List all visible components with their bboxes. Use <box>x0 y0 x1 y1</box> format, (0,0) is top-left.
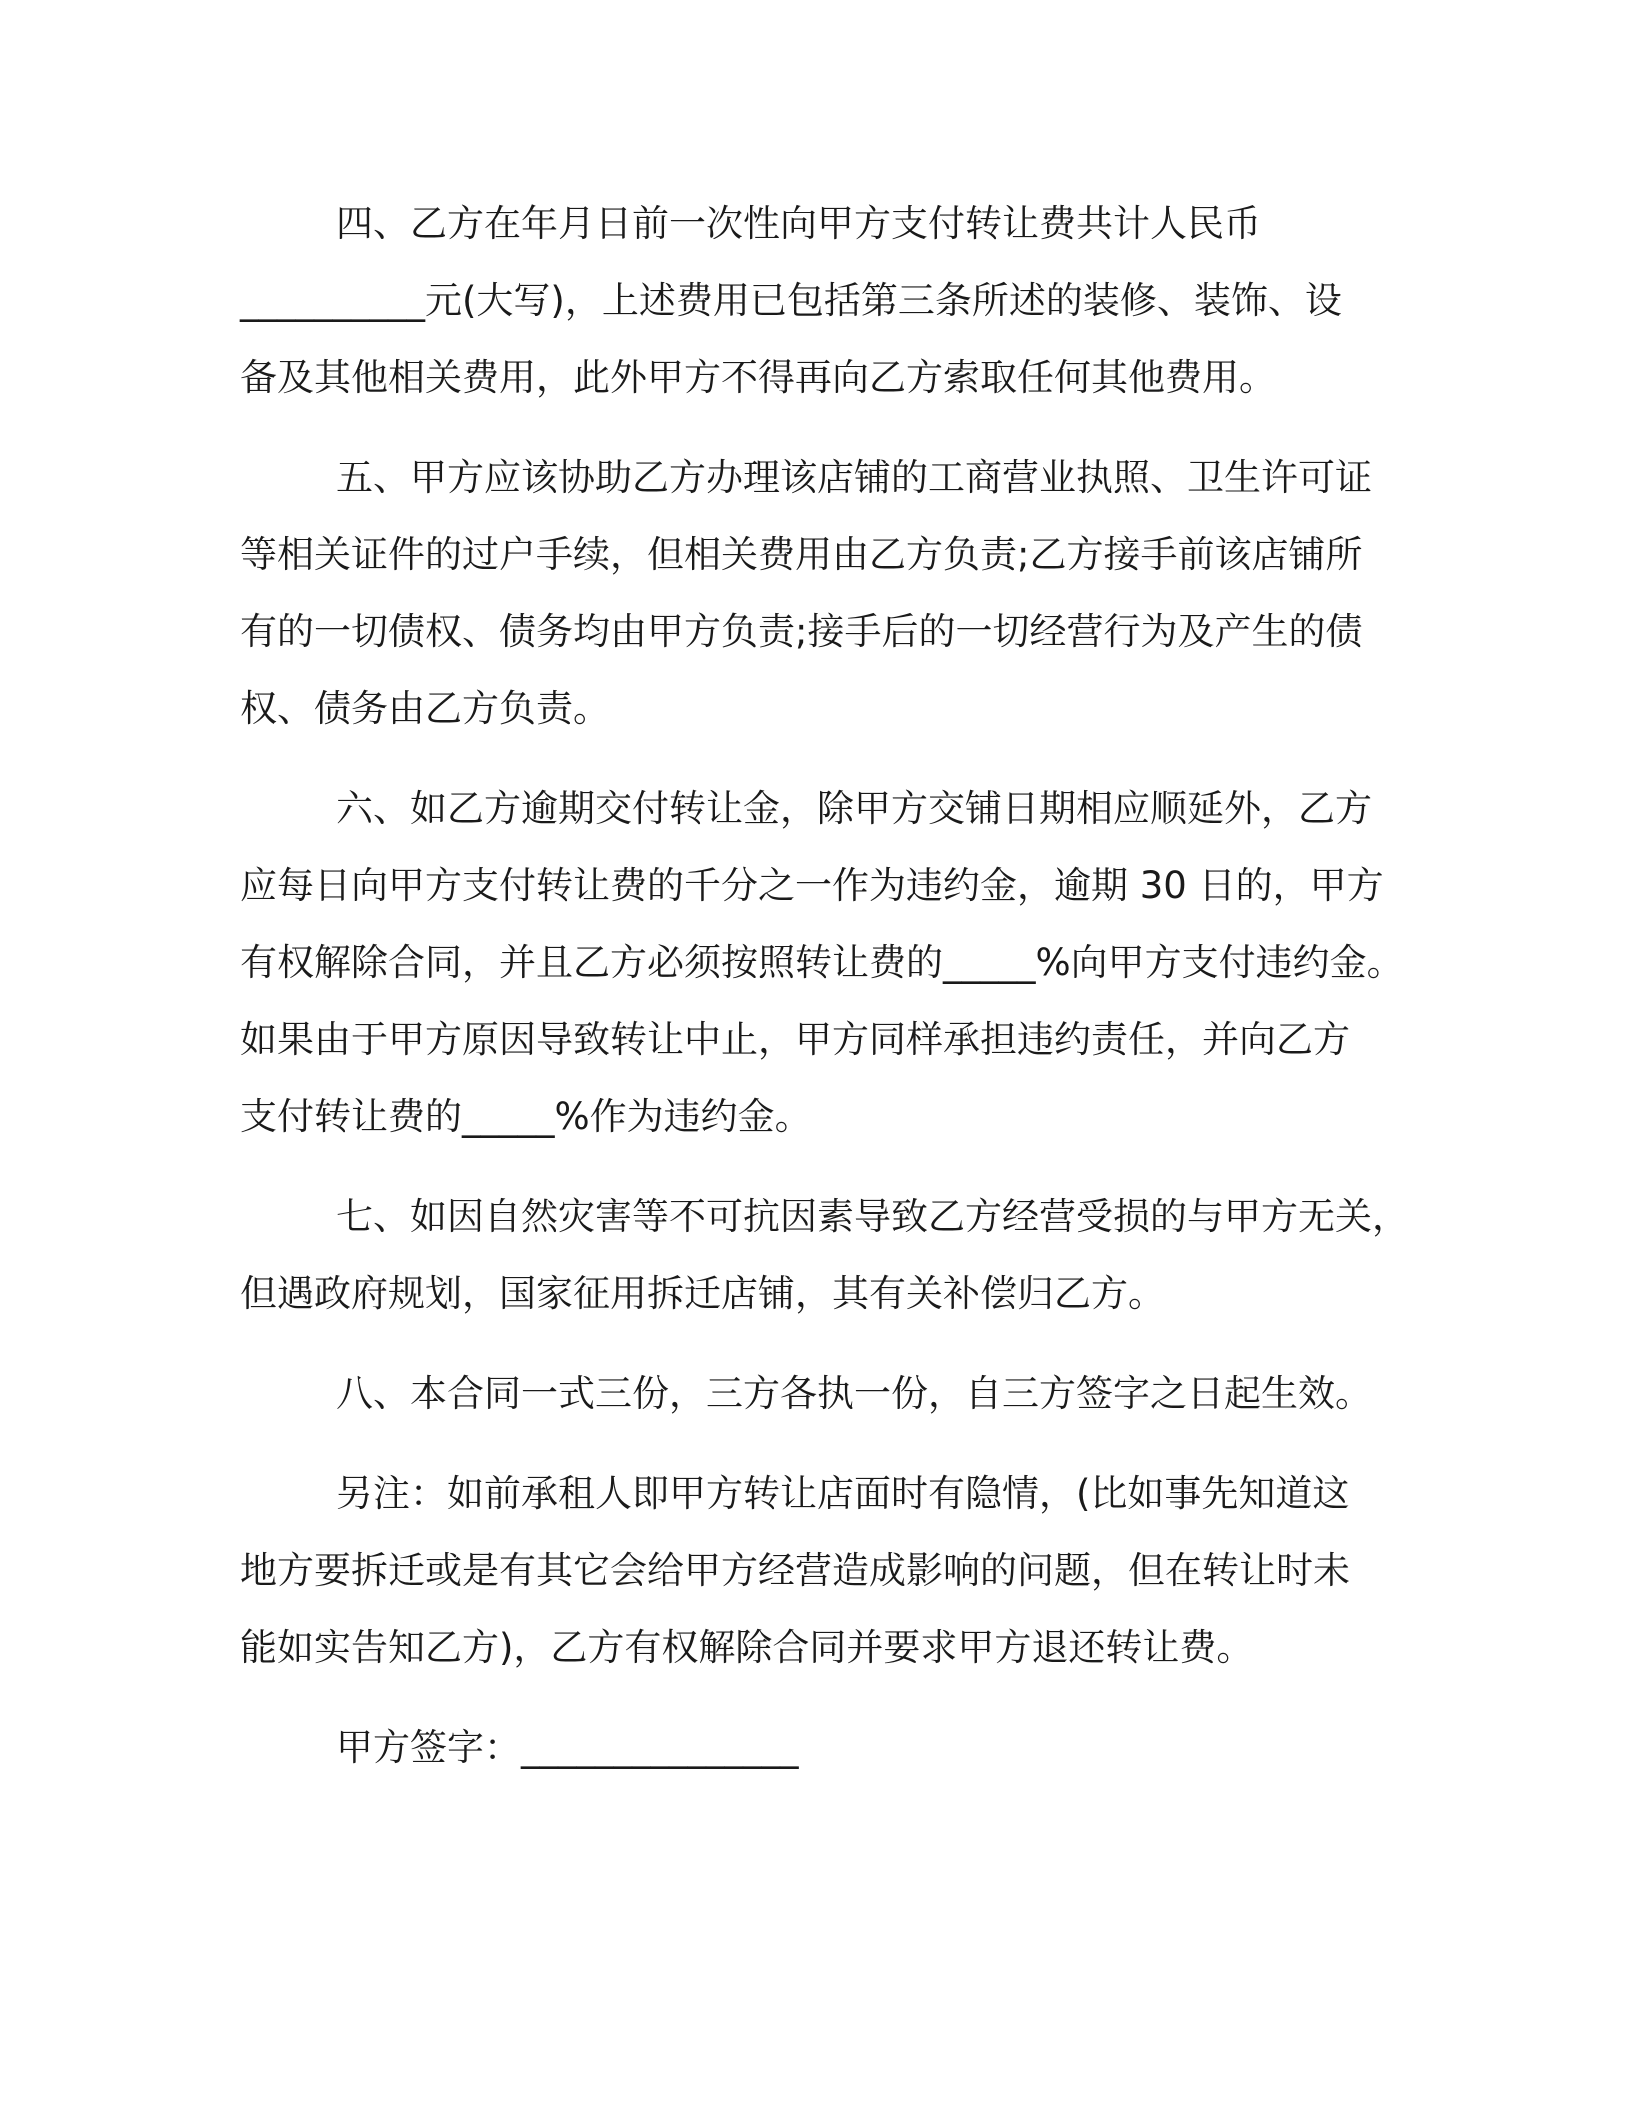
party-a-signature <box>240 1709 1420 1786</box>
clause-8-paragraph <box>240 1355 1420 1432</box>
clause-4-line-3: 备及其他相关费用，此外甲方不得再向乙方索取任何其他费用。 <box>240 356 1276 399</box>
clause-4-paragraph <box>240 185 1420 416</box>
clause-7-line-2: 但遇政府规划，国家征用拆迁店铺，其有关补偿归乙方。 <box>240 1272 1165 1315</box>
clause-4-line-1: 四、乙方在年月日前一次性向甲方支付转让费共计人民币 <box>336 202 1261 245</box>
note-line-2: 地方要拆迁或是有其它会给甲方经营造成影响的问题，但在转让时未 <box>240 1549 1350 1592</box>
note-paragraph <box>240 1455 1420 1686</box>
signature-label: 甲方签字： <box>336 1726 521 1769</box>
signature-blank: _______________ <box>521 1726 799 1769</box>
clause-6-paragraph <box>240 770 1420 1155</box>
clause-6-line-3: 有权解除合同，并且乙方必须按照转让费的_____%向甲方支付违约金。 <box>240 941 1404 984</box>
clause-5-line-3: 有的一切债权、债务均由甲方负责;接手后的一切经营行为及产生的债 <box>240 610 1363 653</box>
note-line-1: 另注：如前承租人即甲方转让店面时有隐情，(比如事先知道这 <box>336 1472 1350 1515</box>
document-body <box>240 185 1420 1809</box>
clause-7-paragraph <box>240 1178 1420 1332</box>
clause-5-line-1: 五、甲方应该协助乙方办理该店铺的工商营业执照、卫生许可证 <box>336 456 1372 499</box>
clause-4-line-2: __________元(大写)，上述费用已包括第三条所述的装修、装饰、设 <box>240 279 1342 322</box>
clause-5-paragraph <box>240 439 1420 747</box>
clause-6-line-2: 应每日向甲方支付转让费的千分之一作为违约金，逾期 30 日的，甲方 <box>240 864 1384 907</box>
clause-6-line-4: 如果由于甲方原因导致转让中止，甲方同样承担违约责任，并向乙方 <box>240 1018 1350 1061</box>
clause-7-line-1: 七、如因自然灾害等不可抗因素导致乙方经营受损的与甲方无关， <box>336 1195 1409 1238</box>
note-line-3: 能如实告知乙方)，乙方有权解除合同并要求甲方退还转让费。 <box>240 1626 1254 1669</box>
clause-5-line-2: 等相关证件的过户手续，但相关费用由乙方负责;乙方接手前该店铺所 <box>240 533 1363 576</box>
clause-6-line-5: 支付转让费的_____%作为违约金。 <box>240 1095 812 1138</box>
clause-5-line-4: 权、债务由乙方负责。 <box>240 687 610 730</box>
clause-6-line-1: 六、如乙方逾期交付转让金，除甲方交铺日期相应顺延外，乙方 <box>336 787 1372 830</box>
clause-8-line-1: 八、本合同一式三份，三方各执一份，自三方签字之日起生效。 <box>336 1372 1372 1415</box>
signature-line <box>240 1709 1420 1786</box>
